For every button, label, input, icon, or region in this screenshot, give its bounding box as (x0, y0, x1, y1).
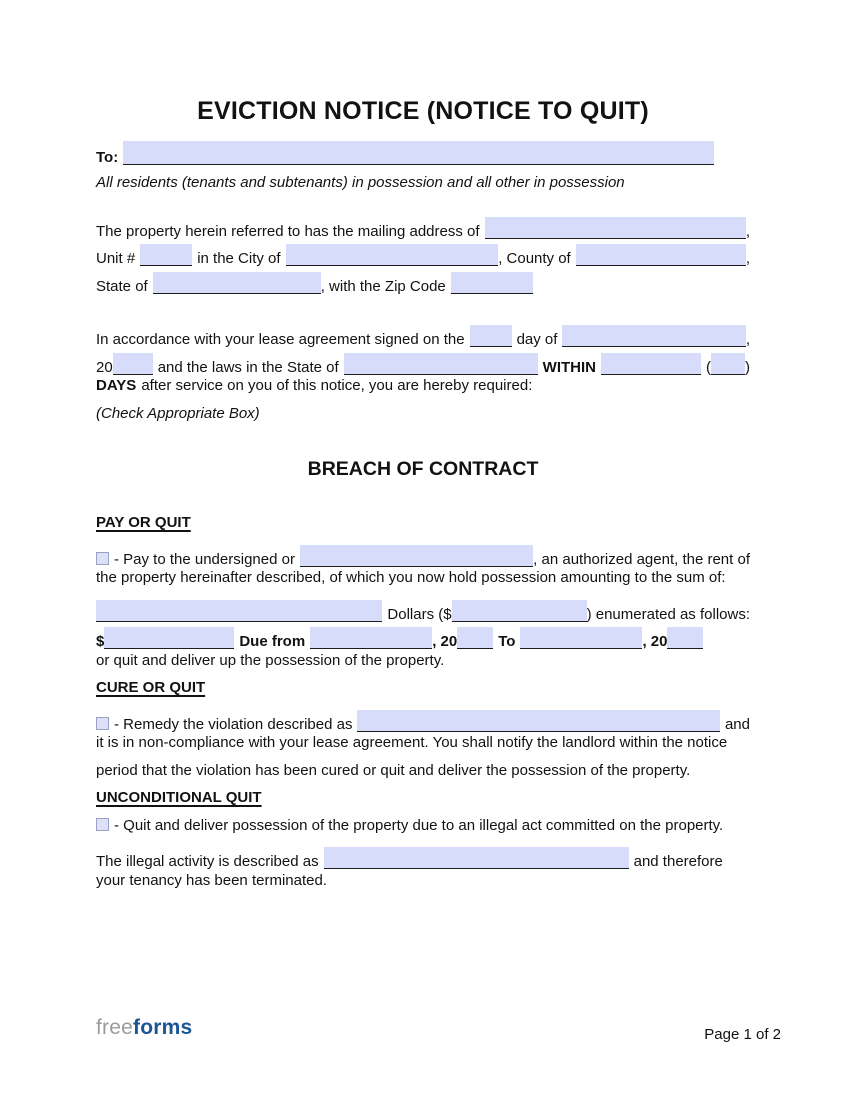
property-line-1 (96, 214, 750, 242)
violation-description-field[interactable] (357, 710, 720, 732)
comma: , (745, 222, 750, 240)
paren-open: ( (706, 358, 711, 376)
mailing-address-field[interactable] (485, 217, 746, 239)
unconditional-quit-heading: UNCONDITIONAL QUIT (96, 789, 262, 806)
property-paragraph (96, 214, 750, 297)
zip-field[interactable] (451, 272, 533, 294)
unconditional-text-2: The illegal activity is described as (96, 853, 319, 870)
notice-days-word-field[interactable] (601, 353, 701, 375)
due-from-label: Due from (239, 633, 306, 650)
lease-year-field[interactable] (113, 353, 153, 375)
county-label: , County of (498, 250, 571, 267)
zip-label: , with the Zip Code (320, 277, 446, 295)
pay-or-quit-line-4 (96, 624, 750, 652)
unconditional-text-3: and therefore (633, 853, 723, 870)
unconditional-quit-line-3 (96, 872, 750, 900)
pay-text-1: - Pay to the undersigned or (114, 550, 295, 568)
pay-text-2: , an authorized agent, the rent of (533, 550, 750, 568)
unconditional-quit-heading-line (96, 789, 750, 817)
pay-or-quit-heading: PAY OR QUIT (96, 514, 191, 531)
property-line-2 (96, 241, 750, 269)
illegal-activity-field[interactable] (324, 847, 629, 869)
year-prefix: 20 (96, 358, 113, 376)
lease-day-field[interactable] (470, 325, 512, 347)
pay-or-quit-line-1 (96, 542, 750, 570)
due-from-year-field[interactable] (457, 627, 493, 649)
unconditional-text-4: your tenancy has been terminated. (96, 871, 327, 889)
due-to-year-field[interactable] (667, 627, 703, 649)
day-of-label: day of (516, 331, 558, 348)
cure-or-quit-heading: CURE OR QUIT (96, 679, 206, 696)
within-label: WITHIN (542, 358, 596, 376)
page-number: Page 1 of 2 (704, 1026, 781, 1043)
city-label: in the City of (197, 250, 281, 267)
due-to-year-prefix: , 20 (642, 633, 668, 650)
addressee-note: All residents (tenants and subtenants) in possession and all other in possession (96, 174, 625, 191)
cure-or-quit-line-1 (96, 707, 750, 735)
pay-or-quit-heading-line (96, 514, 750, 542)
law-state-field[interactable] (344, 353, 538, 375)
lease-paragraph (96, 322, 750, 432)
lease-text-1: In accordance with your lease agreement signed on the (96, 331, 465, 348)
payee-field[interactable] (300, 545, 533, 567)
pay-or-quit-line-5 (96, 652, 750, 680)
lease-line-4 (96, 405, 750, 433)
cure-text-4: period that the violation has been cured or quit and deliver the possession of the property. (96, 761, 691, 779)
cure-or-quit-line-3 (96, 762, 750, 790)
due-from-date-field[interactable] (310, 627, 432, 649)
to-label-bold: To (498, 633, 516, 650)
due-to-date-field[interactable] (520, 627, 642, 649)
breach-of-contract-heading: BREACH OF CONTRACT (307, 458, 539, 480)
logo-forms-text: forms (133, 1016, 193, 1039)
unit-label: Unit # (96, 250, 136, 267)
pay-or-quit-line-2 (96, 569, 750, 597)
pay-text-4: ) enumerated as follows: (586, 605, 750, 623)
property-line-3 (96, 269, 750, 297)
unconditional-quit-checkbox[interactable] (96, 818, 109, 831)
to-label: To: (96, 149, 119, 166)
days-label: DAYS (96, 377, 137, 394)
rent-sum-words-field[interactable] (96, 600, 382, 622)
to-field[interactable] (123, 141, 714, 165)
cure-or-quit-checkbox[interactable] (96, 717, 109, 730)
unconditional-quit-line-2 (96, 844, 750, 872)
lease-line-2 (96, 350, 750, 378)
due-from-year-prefix: , 20 (432, 633, 458, 650)
unit-field[interactable] (140, 244, 192, 266)
cure-text-3: it is in non-compliance with your lease agreement. You shall notify the landlord within the notice (96, 734, 728, 751)
cure-text-2: and (724, 715, 750, 733)
check-box-note: (Check Appropriate Box) (96, 404, 260, 422)
unconditional-quit-line-1 (96, 817, 750, 845)
notice-days-number-field[interactable] (711, 353, 745, 375)
comma: , (745, 250, 750, 267)
lease-text-2: and the laws in the State of (157, 358, 339, 376)
county-field[interactable] (576, 244, 746, 266)
state-field[interactable] (153, 272, 321, 294)
lease-line-3 (96, 377, 750, 405)
lease-month-field[interactable] (562, 325, 745, 347)
pay-or-quit-line-3 (96, 597, 750, 625)
logo-free-text: free (96, 1016, 133, 1039)
comma: , (745, 331, 750, 348)
pay-or-quit-checkbox[interactable] (96, 552, 109, 565)
freeforms-logo (96, 1016, 192, 1040)
dollar-sign: $ (96, 633, 105, 650)
city-field[interactable] (286, 244, 499, 266)
document-title: EVICTION NOTICE (NOTICE TO QUIT) (197, 97, 649, 125)
unconditional-text-1: - Quit and deliver possession of the property due to an illegal act committed on the property. (114, 816, 724, 834)
paren-close: ) (745, 358, 750, 376)
cure-or-quit-heading-line (96, 679, 750, 707)
rent-sum-number-field[interactable] (452, 600, 587, 622)
cure-text-1: - Remedy the violation described as (114, 715, 353, 733)
lease-line-1 (96, 322, 750, 350)
amount-due-field[interactable] (104, 627, 234, 649)
state-label: State of (96, 277, 148, 295)
property-text-1: The property herein referred to has the mailing address of (96, 222, 480, 240)
dollars-label: Dollars ($ (387, 605, 452, 623)
addressee-note-line (96, 174, 750, 202)
document-content (96, 0, 750, 899)
lease-text-3: after service on you of this notice, you are hereby required: (141, 377, 533, 394)
pay-text-5: or quit and deliver up the possession of the property. (96, 651, 445, 669)
pay-text-3: the property hereinafter described, of which you now hold possession amounting to the sum of: (96, 569, 726, 586)
cure-or-quit-line-2 (96, 734, 750, 762)
to-line (96, 138, 750, 168)
